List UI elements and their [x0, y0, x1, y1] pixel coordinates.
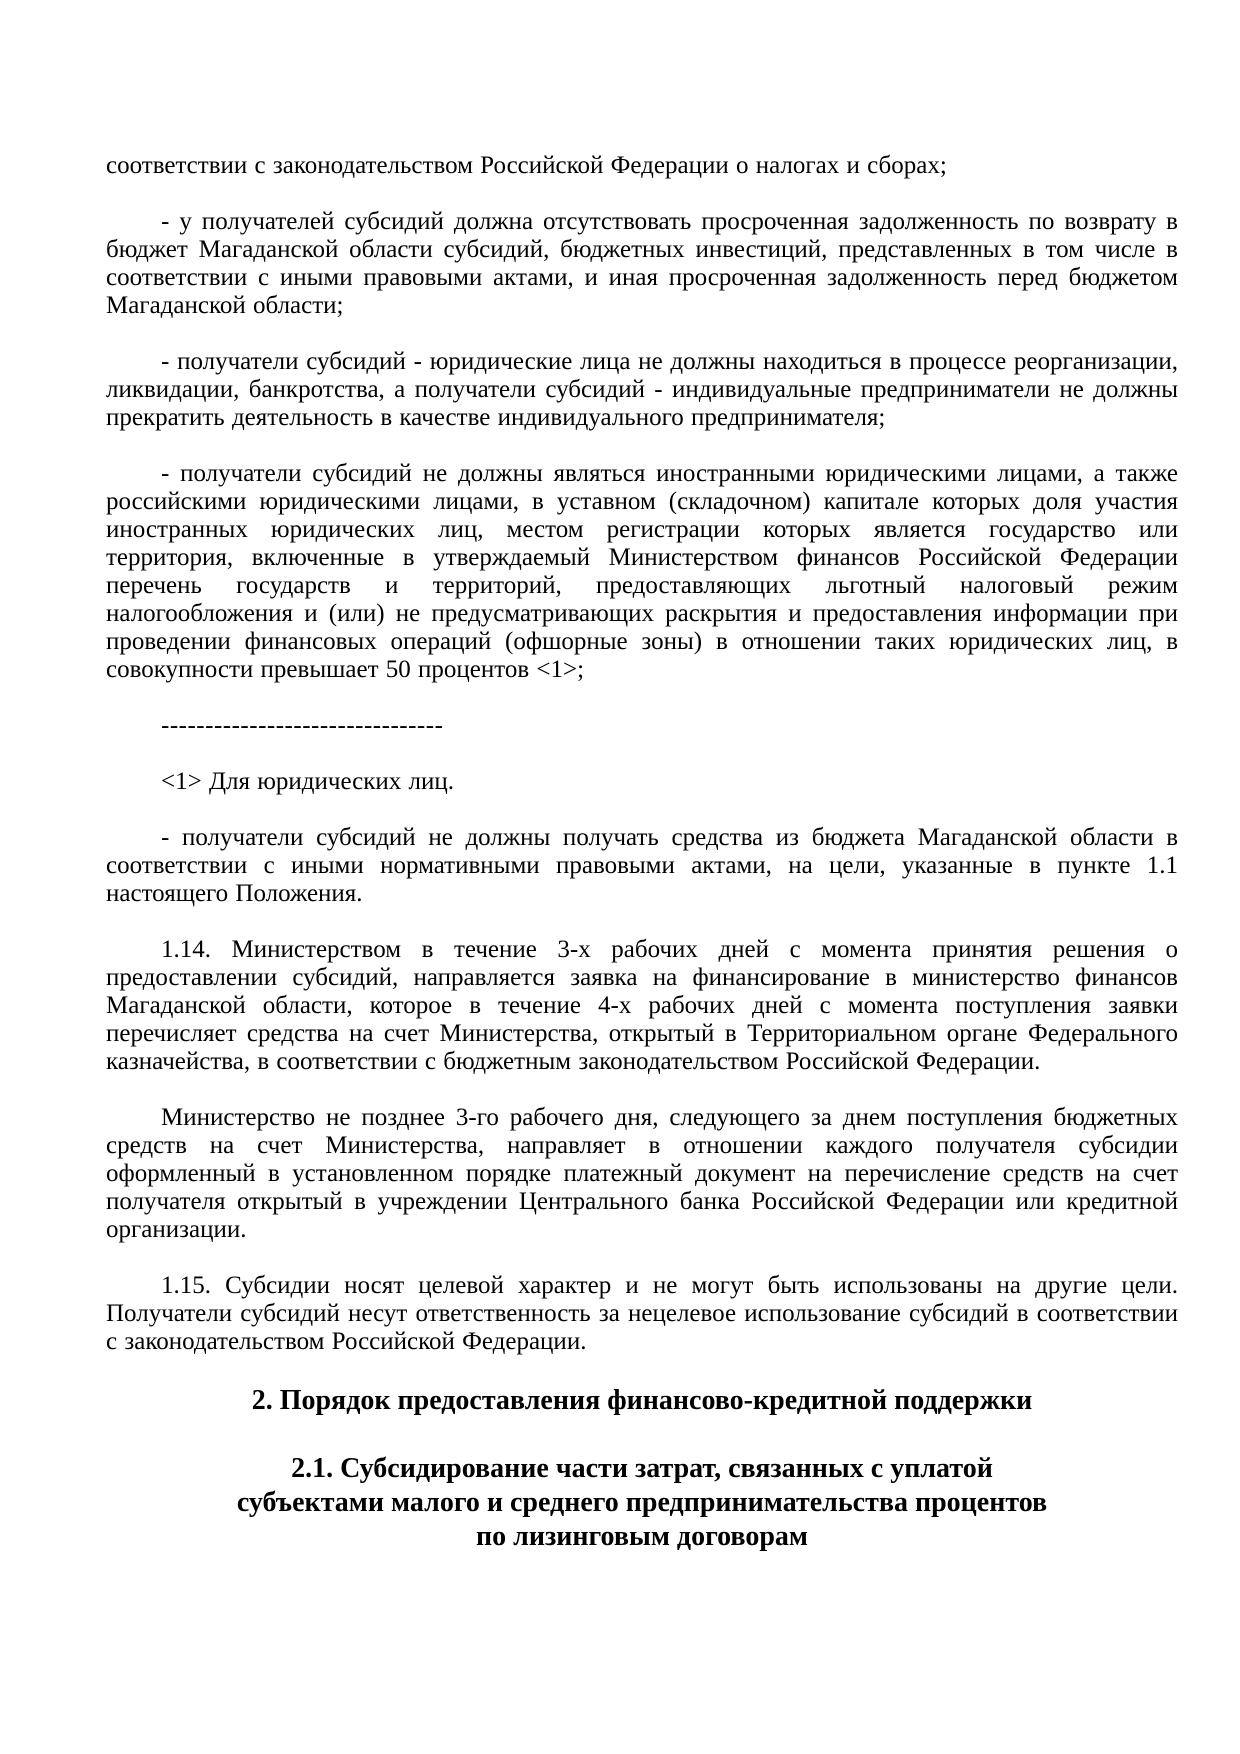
paragraph-clause-1-15: 1.15. Субсидии носят целевой характер и не могут быть использованы на другие цели. Получатели субсидий несут ответственность за нецелевое использование субсидий в соответствии с законодательством Российской Федерации. — [106, 1272, 1178, 1355]
subsection-heading-line: субъектами малого и среднего предпринимательства процентов — [236, 1487, 1048, 1518]
paragraph-bullet-overdue-debt: - у получателей субсидий должна отсутствовать просроченная задолженность по возврату в бюджет Магаданской области субсидий, бюджетных инвестиций, представленных в том числе в соответствии с иными правовыми актами, и иная просроченная задолженность перед бюджетом Магаданской области; — [106, 208, 1178, 319]
paragraph-bullet-foreign-entities: - получатели субсидий не должны являться иностранными юридическими лицами, а также российскими юридическими лицами, в уставном (складочном) капитале которых доля участия иностранных юридических лиц, местом регистрации которых является государство или территория, включенные в утверждаемый Министерством финансов Российской Федерации перечень государств и территорий, предоставляющих льготный налоговый режим налогообложения и (или) не предусматривающих раскрытия и предоставления информации при проведении финансовых операций (офшорные зоны) в отношении таких юридических лиц, в совокупности превышает 50 процентов <1>; — [106, 460, 1178, 683]
paragraph-continuation: соответствии с законодательством Российской Федерации о налогах и сборах; — [106, 152, 947, 179]
document-content — [106, 152, 1178, 1554]
paragraph-bullet-reorganization: - получатели субсидий - юридические лица не должны находиться в процессе реорганизации, ликвидации, банкротства, а получатели субсидий - индивидуальные предприниматели не должны прекратить деятельность в качестве индивидуального предпринимателя; — [106, 348, 1178, 431]
subsection-heading — [106, 1452, 1178, 1554]
paragraph-clause-1-14: 1.14. Министерством в течение 3-х рабочих дней с момента принятия решения о предоставлении субсидий, направляется заявка на финансирование в министерство финансов Магаданской области, которое в течение 4-х рабочих дней с момента поступления заявки перечисляет средства на счет Министерства, открытый в Территориальном органе Федерального казначейства, в соответствии с бюджетным законодательством Российской Федерации. — [106, 936, 1178, 1075]
footnote-separator: -------------------------------- — [161, 712, 444, 739]
section-heading: 2. Порядок предоставления финансово-кредитной поддержки — [251, 1385, 1033, 1416]
subsection-heading-line: по лизинговым договорам — [476, 1521, 808, 1552]
paragraph-bullet-no-other-budget-funds: - получатели субсидий не должны получать средства из бюджета Магаданской области в соответствии с иными нормативными правовыми актами, на цели, указанные в пункте 1.1 настоящего Положения. — [106, 824, 1178, 907]
paragraph-ministry-payment: Министерство не позднее 3-го рабочего дня, следующего за днем поступления бюджетных средств на счет Министерства, направляет в отношении каждого получателя субсидии оформленный в установленном порядке платежный документ на перечисление средств на счет получателя открытый в учреждении Центрального банка Российской Федерации или кредитной организации. — [106, 1104, 1178, 1243]
footnote-text: <1> Для юридических лиц. — [161, 768, 455, 795]
subsection-heading-line: 2.1. Субсидирование части затрат, связанных с уплатой — [291, 1453, 993, 1484]
